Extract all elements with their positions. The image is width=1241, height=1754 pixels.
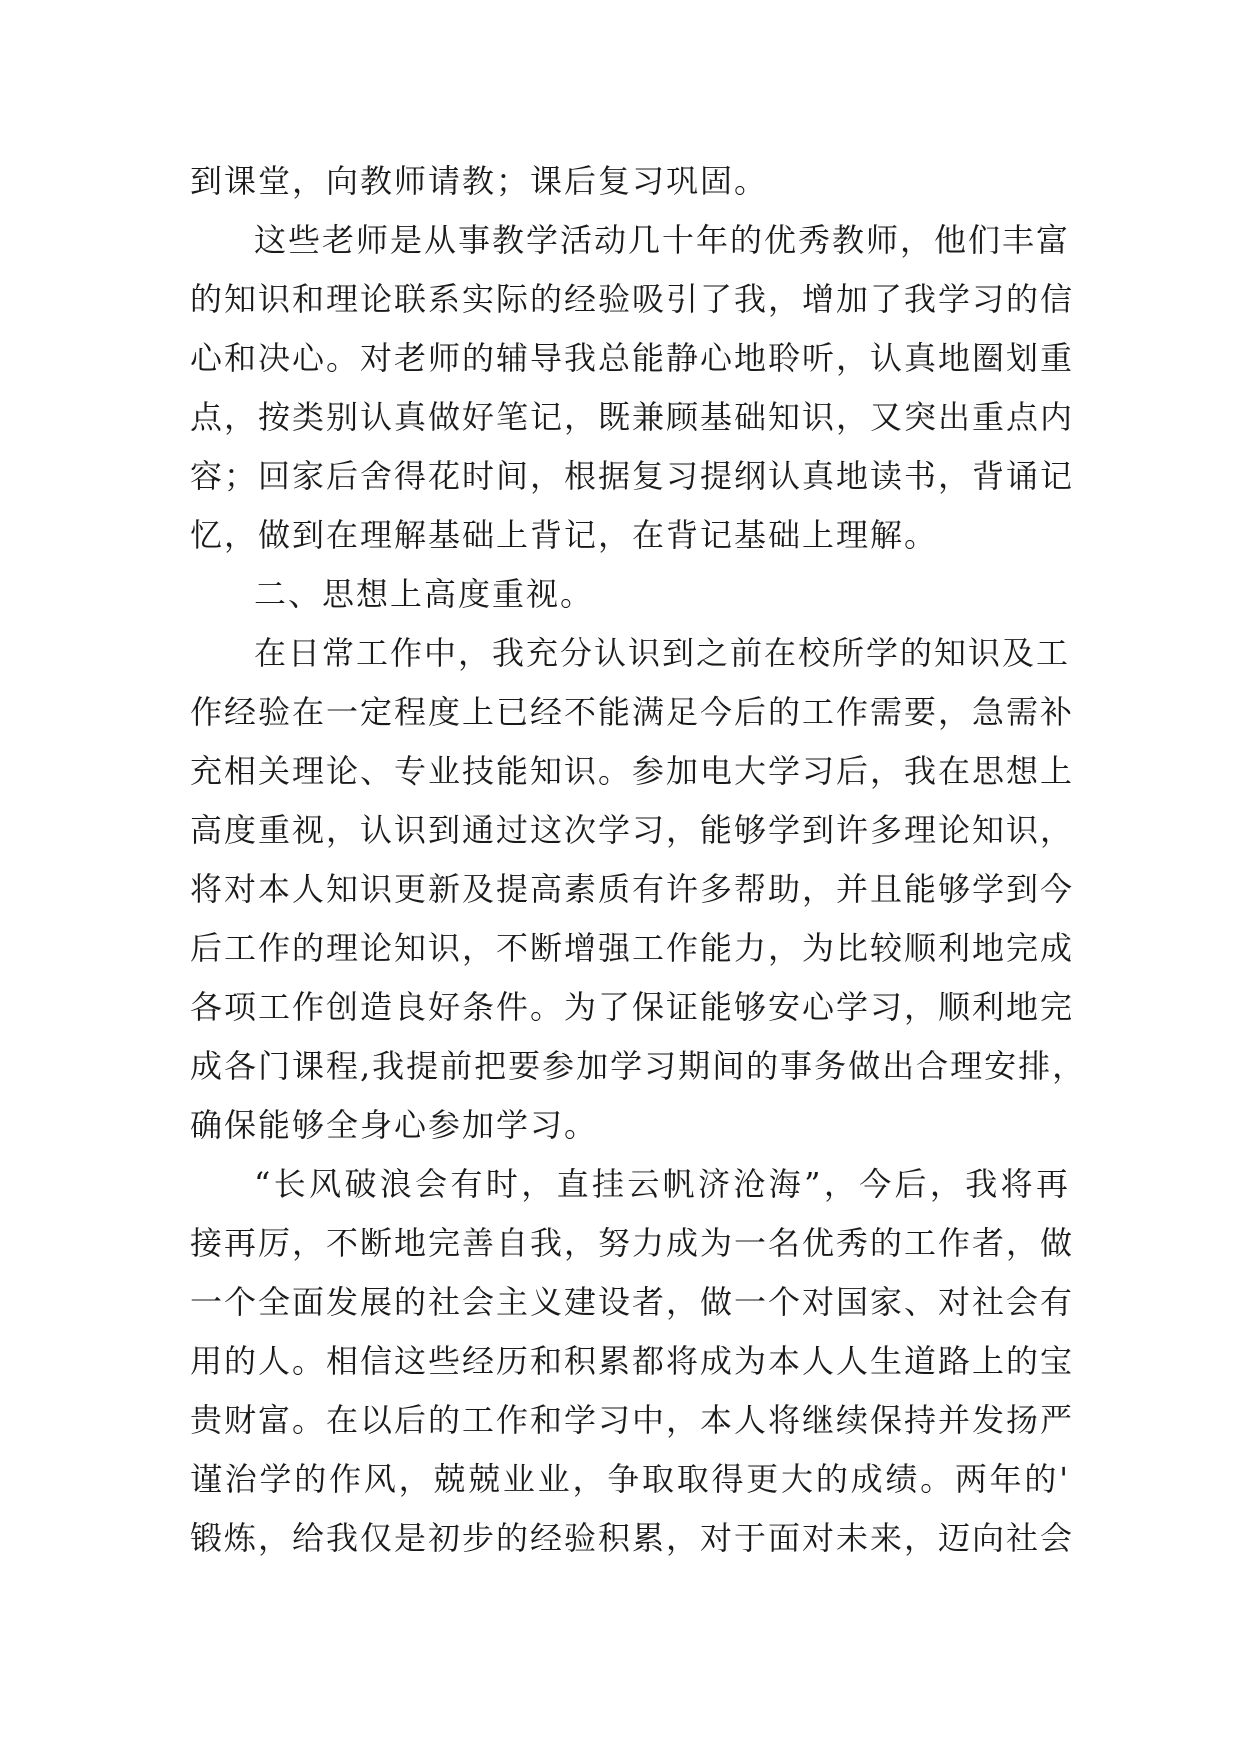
- text-line: 作经验在一定程度上已经不能满足今后的工作需要，急需补: [190, 693, 1075, 731]
- text-line: 充相关理论、专业技能知识。参加电大学习后，我在思想上: [190, 752, 1075, 790]
- text-line: 心和决心。对老师的辅导我总能静心地聆听，认真地圈划重: [190, 339, 1075, 377]
- text-line: 一个全面发展的社会主义建设者，做一个对国家、对社会有: [190, 1283, 1075, 1321]
- text-line: 高度重视，认识到通过这次学习，能够学到许多理论知识，: [190, 811, 1075, 849]
- text-line: 在日常工作中，我充分认识到之前在校所学的知识及工: [254, 634, 1071, 672]
- text-line: 成各门课程,我提前把要参加学习期间的事务做出合理安排，: [190, 1047, 1087, 1085]
- text-line: 用的人。相信这些经历和积累都将成为本人人生道路上的宝: [190, 1342, 1075, 1380]
- text-line: 接再厉，不断地完善自我，努力成为一名优秀的工作者，做: [190, 1224, 1075, 1262]
- text-line: 将对本人知识更新及提高素质有许多帮助，并且能够学到今: [190, 870, 1075, 908]
- text-line: 的知识和理论联系实际的经验吸引了我，增加了我学习的信: [190, 280, 1075, 318]
- document-body: [190, 152, 1087, 1568]
- text-line: 锻炼，给我仅是初步的经验积累，对于面对未来，迈向社会: [190, 1519, 1075, 1557]
- text-line: 谨治学的作风，兢兢业业，争取取得更大的成绩。两年的': [190, 1460, 1070, 1498]
- text-line: 后工作的理论知识，不断增强工作能力，为比较顺利地完成: [190, 929, 1075, 967]
- text-line: 这些老师是从事教学活动几十年的优秀教师，他们丰富: [254, 221, 1071, 259]
- text-line: “长风破浪会有时，直挂云帆济沧海”，今后，我将再: [254, 1165, 1070, 1203]
- text-line: 到课堂，向教师请教；课后复习巩固。: [190, 162, 769, 200]
- text-line: 各项工作创造良好条件。为了保证能够安心学习，顺利地完: [190, 988, 1075, 1026]
- text-line: 忆，做到在理解基础上背记，在背记基础上理解。: [190, 516, 939, 554]
- text-line: 贵财富。在以后的工作和学习中，本人将继续保持并发扬严: [190, 1401, 1075, 1439]
- text-line: 二、思想上高度重视。: [254, 575, 595, 613]
- text-line: 容；回家后舍得花时间，根据复习提纲认真地读书，背诵记: [190, 457, 1075, 495]
- text-line: 点，按类别认真做好笔记，既兼顾基础知识，又突出重点内: [190, 398, 1075, 436]
- text-line: 确保能够全身心参加学习。: [190, 1106, 599, 1144]
